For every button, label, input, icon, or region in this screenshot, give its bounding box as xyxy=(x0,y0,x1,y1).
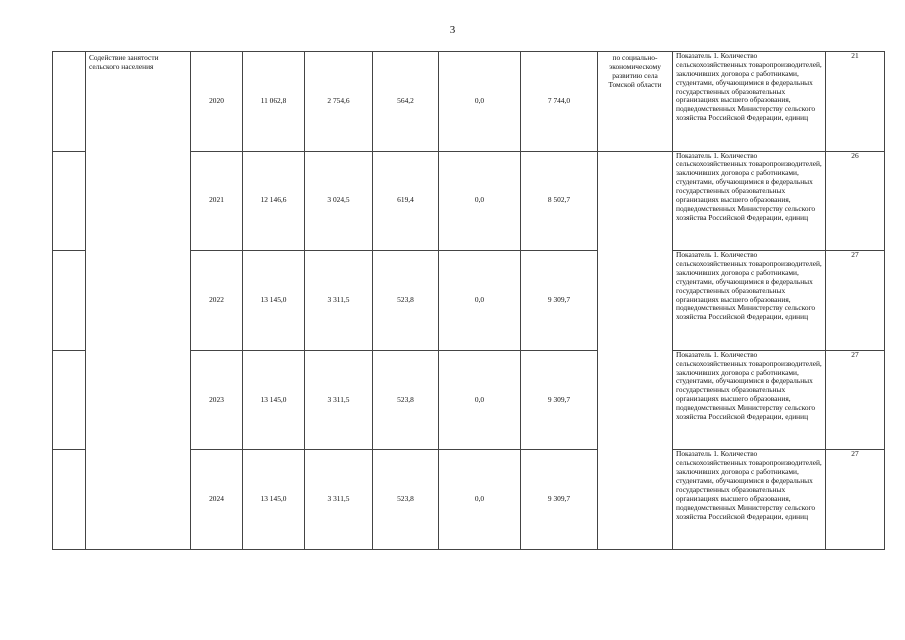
target-cell: 27 xyxy=(826,350,885,450)
local-cell: 0,0 xyxy=(439,151,521,251)
page-number: 3 xyxy=(449,24,456,36)
local-cell: 0,0 xyxy=(439,52,521,152)
local-cell: 0,0 xyxy=(439,350,521,450)
row-number-cell xyxy=(53,151,86,251)
indicator-text: Показатель 1. Количество сельскохозяйственных товаропроизводителей, заключивших договора с работниками, студентами, обучающимися в федеральных государственных образовательных организациях высшего образования, подведомственных Министерству сельского хозяйства Российской Федерации, единиц xyxy=(676,350,822,421)
target-cell: 26 xyxy=(826,151,885,251)
indicator-cell xyxy=(673,450,826,550)
local-cell: 0,0 xyxy=(439,251,521,351)
other-cell: 9 309,7 xyxy=(521,350,598,450)
indicator-cell xyxy=(673,52,826,152)
federal-cell: 3 311,5 xyxy=(305,350,373,450)
executor-cell: по социально-экономическому развитию села Томской области xyxy=(598,52,673,152)
federal-cell: 3 024,5 xyxy=(305,151,373,251)
regional-cell: 619,4 xyxy=(373,151,439,251)
indicator-text: Показатель 1. Количество сельскохозяйственных товаропроизводителей, заключивших договора с работниками, студентами, обучающимися в федеральных государственных образовательных организациях высшего образования, подведомственных Министерству сельского хозяйства Российской Федерации, единиц xyxy=(676,450,822,521)
total-cell: 12 146,6 xyxy=(243,151,305,251)
federal-cell: 3 311,5 xyxy=(305,251,373,351)
indicator-cell xyxy=(673,251,826,351)
other-cell: 7 744,0 xyxy=(521,52,598,152)
year-cell: 2021 xyxy=(191,151,243,251)
year-cell: 2022 xyxy=(191,251,243,351)
row-number-cell xyxy=(53,450,86,550)
year-cell: 2023 xyxy=(191,350,243,450)
target-cell: 27 xyxy=(826,251,885,351)
executor-cell-continued xyxy=(598,151,673,549)
year-cell: 2020 xyxy=(191,52,243,152)
table-row xyxy=(53,52,885,152)
other-cell: 8 502,7 xyxy=(521,151,598,251)
indicator-text: Показатель 1. Количество сельскохозяйственных товаропроизводителей, заключивших договора с работниками, студентами, обучающимися в федеральных государственных образовательных организациях высшего образования, подведомственных Министерству сельского хозяйства Российской Федерации, единиц xyxy=(676,52,822,123)
federal-cell: 2 754,6 xyxy=(305,52,373,152)
local-cell: 0,0 xyxy=(439,450,521,550)
total-cell: 13 145,0 xyxy=(243,450,305,550)
year-cell: 2024 xyxy=(191,450,243,550)
regional-cell: 523,8 xyxy=(373,251,439,351)
row-number-cell xyxy=(53,251,86,351)
other-cell: 9 309,7 xyxy=(521,450,598,550)
regional-cell: 523,8 xyxy=(373,450,439,550)
indicator-cell xyxy=(673,151,826,251)
program-table xyxy=(52,51,885,550)
indicator-text: Показатель 1. Количество сельскохозяйственных товаропроизводителей, заключивших договора с работниками, студентами, обучающимися в федеральных государственных образовательных организациях высшего образования, подведомственных Министерству сельского хозяйства Российской Федерации, единиц xyxy=(676,151,822,222)
total-cell: 11 062,8 xyxy=(243,52,305,152)
regional-cell: 564,2 xyxy=(373,52,439,152)
total-cell: 13 145,0 xyxy=(243,350,305,450)
indicator-cell xyxy=(673,350,826,450)
total-cell: 13 145,0 xyxy=(243,251,305,351)
regional-cell: 523,8 xyxy=(373,350,439,450)
task-title-cell: Содействие занятости сельского населения xyxy=(86,52,191,550)
federal-cell: 3 311,5 xyxy=(305,450,373,550)
other-cell: 9 309,7 xyxy=(521,251,598,351)
row-number-cell xyxy=(53,350,86,450)
row-number-cell xyxy=(53,52,86,152)
target-cell: 27 xyxy=(826,450,885,550)
target-cell: 21 xyxy=(826,52,885,152)
indicator-text: Показатель 1. Количество сельскохозяйственных товаропроизводителей, заключивших договора с работниками, студентами, обучающимися в федеральных государственных образовательных организациях высшего образования, подведомственных Министерству сельского хозяйства Российской Федерации, единиц xyxy=(676,251,822,322)
